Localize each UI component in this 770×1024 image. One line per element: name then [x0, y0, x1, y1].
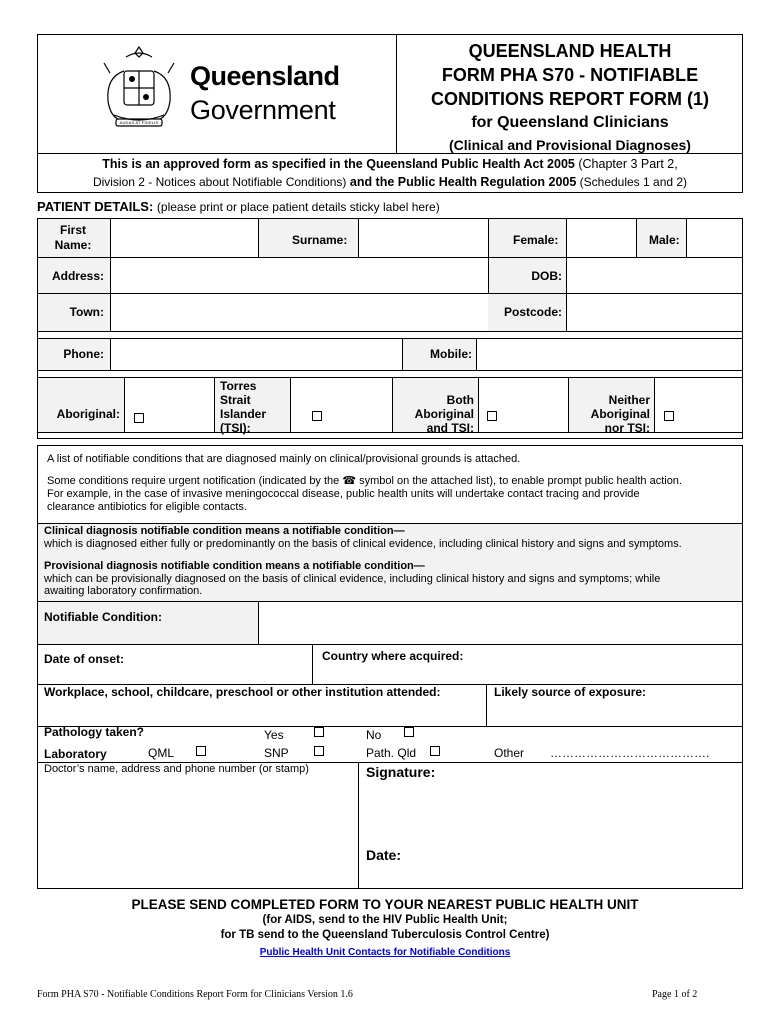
first-name-field[interactable]	[111, 220, 257, 256]
info-paragraph-1: A list of notifiable conditions that are diagnosed mainly on clinical/provisional grounds is attached.	[47, 453, 521, 465]
town-field[interactable]	[111, 294, 487, 330]
form-title	[396, 39, 744, 155]
patient-details-note: (please print or place patient details sticky label here)	[156, 200, 440, 214]
date-label: Date:	[366, 847, 402, 863]
lab-other-field[interactable]: ………………………………….	[550, 746, 710, 760]
postcode-label: Postcode:	[503, 305, 562, 319]
neither-checkbox[interactable]	[664, 411, 674, 421]
patient-details-table	[37, 218, 743, 439]
send-instruction: PLEASE SEND COMPLETED FORM TO YOUR NEAREST PUBLIC HEALTH UNIT	[131, 897, 639, 912]
phone-symbol-icon: ☎	[342, 475, 357, 487]
date-of-onset-field[interactable]	[38, 645, 311, 684]
provisional-definition-text-1: which can be provisionally diagnosed on the basis of clinical evidence, including clinical history and signs and symptoms; while	[44, 572, 661, 585]
condition-table	[37, 601, 743, 889]
clinical-definition-heading: Clinical diagnosis notifiable condition means a notifiable condition—	[44, 525, 405, 537]
approval-box	[37, 153, 743, 193]
provisional-definition-text-2: awaiting laboratory confirmation.	[44, 585, 203, 597]
form-version-text: Form PHA S70 - Notifiable Conditions Report Form for Clinicians Version 1.6	[37, 989, 353, 1000]
female-label: Female:	[513, 233, 559, 247]
approval-line1-normal: (Chapter 3 Part 2,	[574, 157, 678, 171]
male-label: Male:	[649, 233, 680, 247]
lab-qml-checkbox[interactable]	[196, 746, 206, 756]
tsi-checkbox[interactable]	[312, 411, 322, 421]
signature-field[interactable]	[359, 784, 743, 834]
surname-field[interactable]	[359, 220, 487, 256]
logo-queensland-text: Queensland	[190, 61, 340, 91]
provisional-definition-heading: Provisional diagnosis notifiable condition means a notifiable condition—	[44, 560, 425, 572]
phone-field[interactable]	[111, 339, 401, 369]
female-field[interactable]	[567, 220, 635, 256]
logo-motto: AUDAX AT FIDELIS	[119, 120, 159, 125]
laboratory-label: Laboratory	[44, 747, 107, 761]
postcode-field[interactable]	[567, 294, 743, 330]
male-field[interactable]	[687, 220, 743, 256]
lab-qml-label: QML	[148, 746, 175, 760]
info-paragraph-2b: symbol on the attached list), to enable prompt public health action.	[359, 475, 682, 487]
aids-instruction: (for AIDS, send to the HIV Public Health Unit;	[262, 914, 508, 926]
country-acquired-field[interactable]	[313, 645, 743, 684]
first-name-label: First Name:	[54, 223, 92, 252]
doctor-details-field[interactable]	[38, 777, 357, 889]
surname-label: Surname:	[292, 233, 348, 247]
lab-path-qld-label: Path. Qld	[366, 746, 417, 760]
pathology-yes-checkbox[interactable]	[314, 727, 324, 737]
title-line-1: QUEENSLAND HEALTH	[468, 41, 672, 61]
dob-field[interactable]	[567, 258, 743, 293]
address-label: Address:	[51, 269, 104, 283]
notifiable-condition-field[interactable]	[259, 602, 743, 644]
lab-snp-checkbox[interactable]	[314, 746, 324, 756]
phone-label: Phone:	[63, 347, 104, 361]
info-paragraph-2c: For example, in the case of invasive meningococcal disease, public health units will undertake contact tracing and provide	[47, 488, 640, 500]
country-acquired-label: Country where acquired:	[322, 649, 464, 663]
approval-line1-bold: This is an approved form as specified in the Queensland Public Health Act 2005	[102, 157, 575, 171]
pathology-no-label: No	[366, 728, 382, 742]
title-line-4: for Queensland Clinicians	[471, 114, 669, 131]
exposure-field[interactable]	[487, 685, 743, 725]
page-number: Page 1 of 2	[652, 989, 698, 1000]
signature-label: Signature:	[366, 764, 436, 780]
tsi-label: Torres Strait Islander (TSI):	[220, 379, 267, 435]
header-box	[37, 34, 743, 154]
address-field[interactable]	[111, 258, 487, 293]
title-line-5: (Clinical and Provisional Diagnoses)	[449, 137, 691, 153]
notifiable-condition-label: Notifiable Condition:	[44, 610, 162, 624]
approval-line2-normal: Division 2 - Notices about Notifiable Conditions)	[92, 175, 347, 189]
exposure-label: Likely source of exposure:	[494, 685, 647, 699]
approval-line2-bold: and the Public Health Regulation 2005	[346, 175, 577, 189]
approval-line2-tail: (Schedules 1 and 2)	[576, 175, 688, 189]
tb-instruction: for TB send to the Queensland Tuberculosis Control Centre)	[220, 929, 550, 941]
phu-contacts-link[interactable]: Public Health Unit Contacts for Notifiable Conditions	[259, 947, 511, 958]
date-field[interactable]	[418, 842, 743, 888]
both-label: Both Aboriginal and TSI:	[414, 393, 474, 435]
pathology-no-checkbox[interactable]	[404, 727, 414, 737]
clinical-definition-text: which is diagnosed either fully or predominantly on the basis of clinical evidence, including clinical history and signs and symptoms.	[44, 537, 682, 550]
town-label: Town:	[69, 305, 104, 319]
title-line-3: CONDITIONS REPORT FORM (1)	[431, 89, 709, 109]
aboriginal-checkbox[interactable]	[134, 413, 144, 423]
info-paragraph-2d: clearance antibiotics for eligible contacts.	[47, 501, 247, 513]
aboriginal-label: Aboriginal:	[56, 407, 120, 421]
lab-snp-label: SNP	[264, 746, 289, 760]
info-paragraph-2a: Some conditions require urgent notification (indicated by the	[47, 475, 340, 487]
title-line-2: FORM PHA S70 - NOTIFIABLE	[441, 65, 699, 85]
definitions-box	[37, 523, 743, 602]
doctor-details-label: Doctor’s name, address and phone number (or stamp)	[44, 763, 309, 775]
workplace-field[interactable]	[38, 685, 485, 725]
qld-government-logo	[94, 43, 374, 133]
patient-details-heading: PATIENT DETAILS: (please print or place patient details sticky label here)	[37, 199, 440, 214]
mobile-label: Mobile:	[430, 347, 472, 361]
lab-other-label: Other	[494, 746, 525, 760]
dob-label: DOB:	[531, 269, 562, 283]
neither-label: Neither Aboriginal nor TSI:	[590, 393, 650, 435]
pathology-label: Pathology taken?	[44, 725, 145, 739]
info-box	[37, 445, 743, 524]
lab-path-qld-checkbox[interactable]	[430, 746, 440, 756]
logo-government-text: Government	[190, 95, 336, 125]
both-checkbox[interactable]	[487, 411, 497, 421]
date-of-onset-label: Date of onset:	[44, 652, 125, 666]
pathology-yes-label: Yes	[264, 728, 284, 742]
workplace-label: Workplace, school, childcare, preschool or other institution attended:	[44, 685, 441, 699]
mobile-field[interactable]	[477, 339, 743, 369]
